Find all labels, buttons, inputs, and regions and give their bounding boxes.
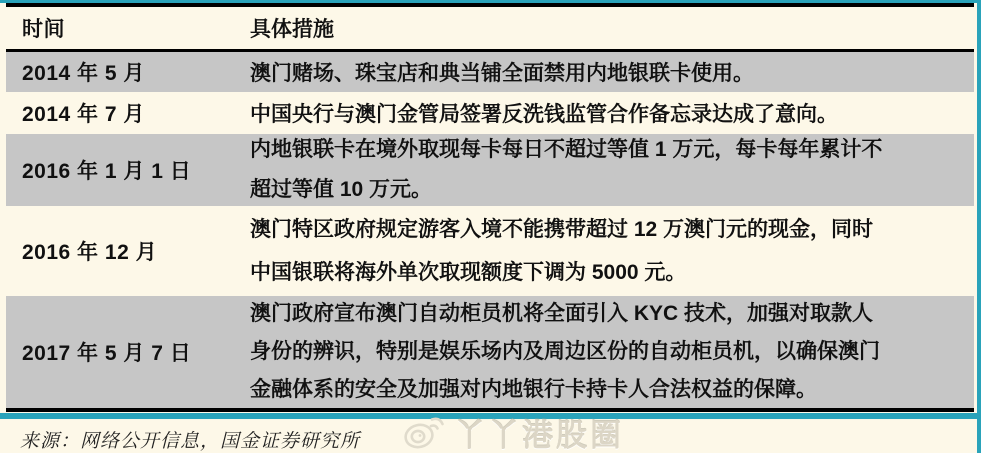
watermark-text: 丫丫港股圈 — [454, 418, 624, 453]
weibo-icon — [402, 413, 448, 453]
row-measure — [250, 134, 974, 206]
measure-line: 澳门政府宣布澳门自动柜员机将全面引入 KYC 技术，加强对取款人 — [250, 302, 874, 325]
row-measure — [250, 206, 974, 296]
measure-line: 内地银联卡在境外取现每卡每日不超过等值 1 万元，每卡每年累计不 — [250, 138, 883, 161]
measure-line: 中国央行与澳门金管局签署反洗钱监管合作备忘录达成了意向。 — [250, 103, 838, 126]
measures-table — [6, 3, 974, 412]
row-date: 2016 年 1 月 1 日 — [22, 160, 192, 183]
row-date: 2014 年 7 月 — [22, 103, 145, 126]
row-date: 2014 年 5 月 — [22, 62, 145, 85]
source-note: 来源：网络公开信息，国金证券研究所 — [20, 431, 361, 452]
table-row — [6, 134, 974, 206]
table-header-row — [6, 7, 974, 52]
row-measure — [250, 296, 974, 408]
row-measure — [250, 92, 974, 134]
table-row — [6, 92, 974, 134]
table-row — [6, 52, 974, 92]
measure-line: 澳门特区政府规定游客入境不能携带超过 12 万澳门元的现金，同时 — [250, 218, 874, 241]
measure-line: 身份的辨识，特别是娱乐场内及周边区份的自动柜员机，以确保澳门 — [250, 340, 880, 363]
row-measure — [250, 52, 974, 92]
measure-line: 澳门赌场、珠宝店和典当铺全面禁用内地银联卡使用。 — [250, 62, 754, 85]
right-accent-line — [977, 0, 981, 453]
measure-line: 中国银联将海外单次取现额度下调为 5000 元。 — [250, 261, 687, 284]
row-date: 2016 年 12 月 — [22, 241, 158, 264]
column-header-measures: 具体措施 — [250, 18, 334, 41]
watermark — [402, 410, 624, 453]
table-row — [6, 296, 974, 408]
row-date: 2017 年 5 月 7 日 — [22, 342, 192, 365]
column-header-time: 时间 — [22, 18, 65, 41]
measure-line: 金融体系的安全及加强对内地银行卡持卡人合法权益的保障。 — [250, 378, 817, 401]
table-row — [6, 206, 974, 296]
measure-line: 超过等值 10 万元。 — [250, 178, 433, 201]
